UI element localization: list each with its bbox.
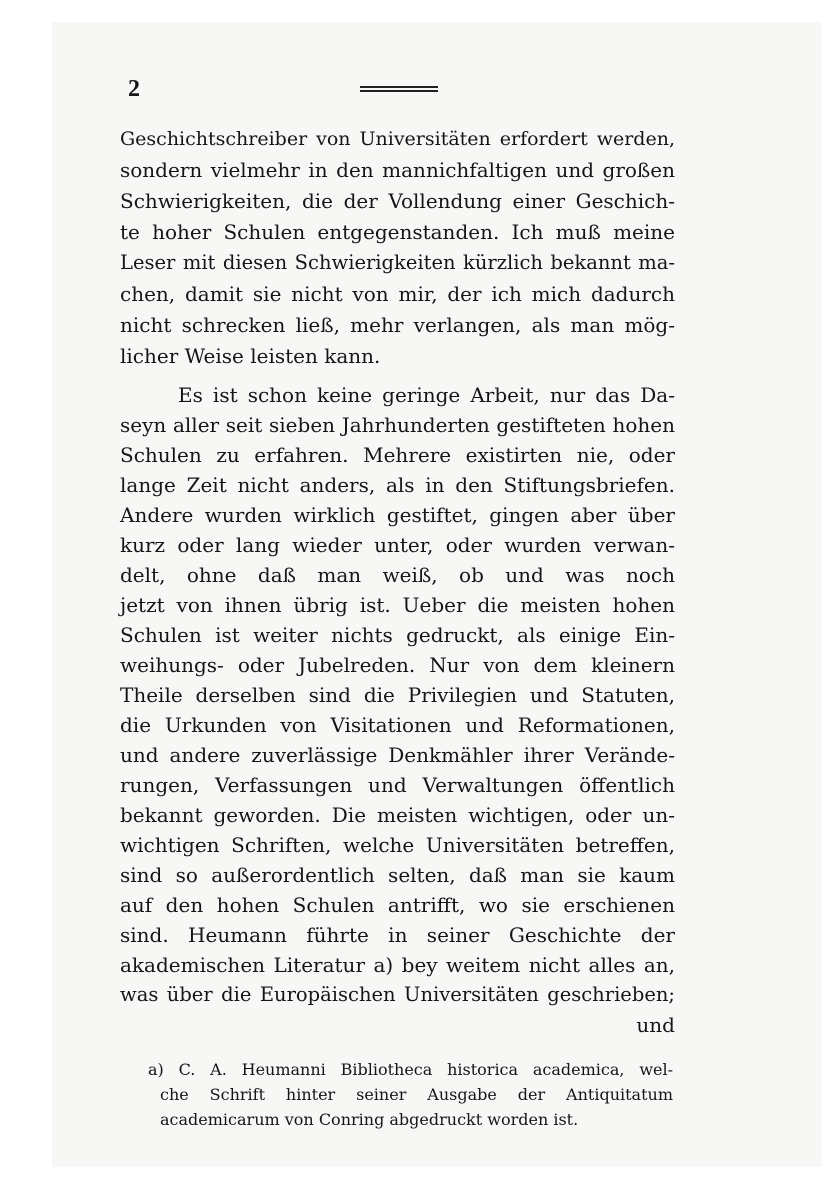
catchword: und (636, 1013, 675, 1037)
text-line: kurz oder lang wieder unter, oder wurden verwan- (120, 533, 675, 557)
text-line: te hoher Schulen entgegenstanden. Ich muß meine (120, 220, 675, 244)
text-line: sind. Heumann führte in seiner Geschichte der (120, 923, 675, 947)
text-line: weihungs- oder Jubelreden. Nur von dem kleinern (120, 653, 675, 677)
text-line: licher Weise leisten kann. (120, 344, 381, 368)
footnote-line: academicarum von Conring abgedruckt worden ist. (160, 1110, 579, 1129)
text-line: lange Zeit nicht anders, als in den Stiftungsbriefen. (120, 473, 675, 497)
footnote-line: a) C. A. Heumanni Bibliotheca historica academica, wel- (148, 1060, 673, 1079)
text-line: nicht schrecken ließ, mehr verlangen, als man mög- (120, 313, 675, 337)
text-line: Schulen ist weiter nichts gedruckt, als einige Ein- (120, 623, 675, 647)
page-header (128, 74, 688, 104)
text-line: die Urkunden von Visitationen und Reformationen, (120, 713, 675, 737)
text-line: Es ist schon keine geringe Arbeit, nur das Da- (178, 383, 675, 407)
text-line: rungen, Verfassungen und Verwaltungen öffentlich (120, 773, 675, 797)
text-line: delt, ohne daß man weiß, ob und was noch (120, 563, 675, 587)
text-line: Leser mit diesen Schwierigkeiten kürzlich bekannt ma- (120, 251, 675, 274)
text-line: bekannt geworden. Die meisten wichtigen, oder un- (120, 803, 675, 827)
text-line: jetzt von ihnen übrig ist. Ueber die meisten hohen (120, 593, 675, 617)
text-line: Andere wurden wirklich gestiftet, gingen aber über (120, 503, 675, 527)
header-rule (360, 86, 438, 92)
text-line: Theile derselben sind die Privilegien und Statuten, (120, 683, 675, 707)
text-line: und andere zuverlässige Denkmähler ihrer Verände- (120, 743, 675, 767)
text-line: seyn aller seit sieben Jahrhunderten gestifteten hohen (120, 413, 675, 437)
text-line: Geschichtschreiber von Universitäten erfordert werden, (120, 128, 675, 150)
text-line: auf den hohen Schulen antrifft, wo sie erschienen (120, 893, 675, 917)
text-line: sondern vielmehr in den mannichfaltigen und großen (120, 158, 675, 182)
text-line: chen, damit sie nicht von mir, der ich mich dadurch (120, 282, 675, 306)
text-line: Schulen zu erfahren. Mehrere existirten nie, oder (120, 443, 675, 467)
text-line: wichtigen Schriften, welche Universitäten betreffen, (120, 833, 675, 857)
text-line: akademischen Literatur a) bey weitem nicht alles an, (120, 953, 675, 977)
text-line: was über die Europäischen Universitäten geschrieben; (120, 983, 675, 1006)
text-line: sind so außerordentlich selten, daß man sie kaum (120, 863, 675, 887)
page-number: 2 (128, 76, 140, 102)
text-line: Schwierigkeiten, die der Vollendung einer Geschich- (120, 189, 675, 213)
footnote-line: che Schrift hinter seiner Ausgabe der Antiquitatum (160, 1085, 673, 1104)
